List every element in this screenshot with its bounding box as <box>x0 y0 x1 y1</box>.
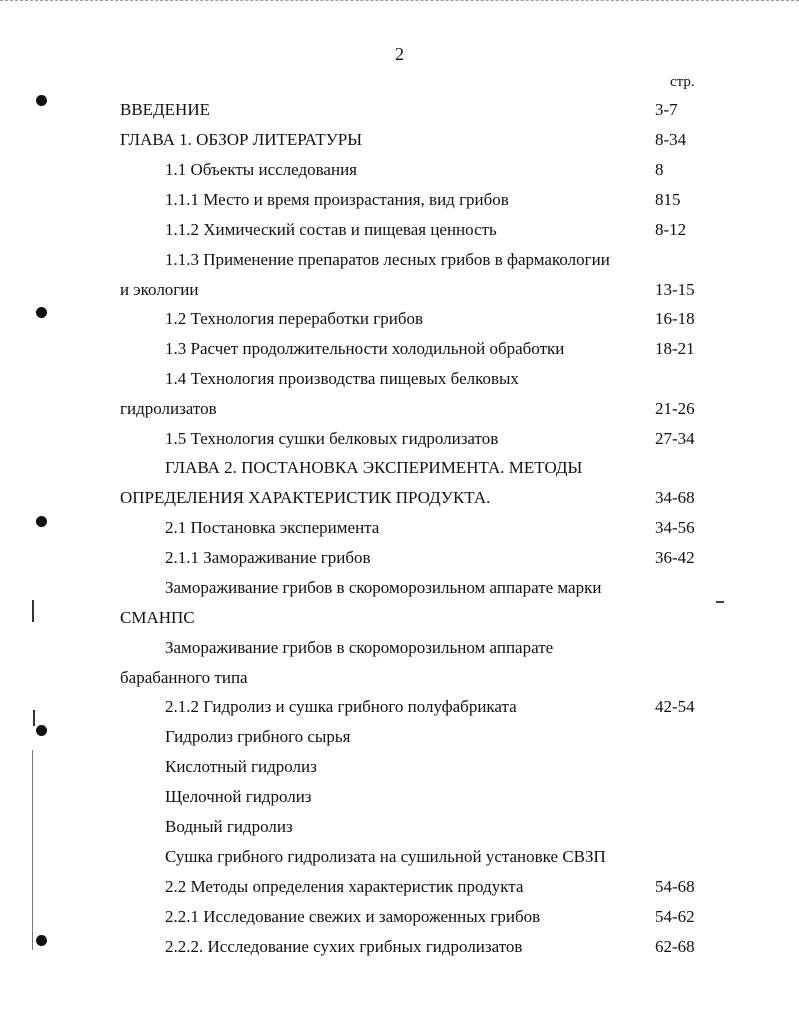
punch-hole-mark <box>36 516 47 527</box>
scan-margin-artifact <box>33 710 35 726</box>
toc-entry-pages: 8-34 <box>655 130 687 149</box>
toc-entry-pages: 3-7 <box>655 100 678 119</box>
toc-entry-text: 1.3 Расчет продолжительности холодильной обработки <box>165 339 565 358</box>
toc-entry-pages: 34-68 <box>655 488 695 507</box>
toc-entry-text: 1.4 Технология производства пищевых белковых <box>165 369 519 388</box>
toc-entry-text: Кислотный гидролиз <box>165 757 317 776</box>
toc-entry-text: гидролизатов <box>120 399 217 418</box>
toc-entry-text: 1.1 Объекты исследования <box>165 160 357 179</box>
toc-entry-pages: 8-12 <box>655 220 687 239</box>
toc-entry-pages: 62-68 <box>655 937 695 956</box>
scan-margin-artifact <box>32 600 34 622</box>
toc-entry-pages: 27-34 <box>655 429 695 448</box>
toc-entry-text: 1.2 Технология переработки грибов <box>165 309 423 328</box>
toc-entry-pages: 815 <box>655 190 681 209</box>
toc-entry-text: 1.1.1 Место и время произрастания, вид грибов <box>165 190 509 209</box>
toc-entry-text: 2.2.1 Исследование свежих и замороженных грибов <box>165 907 541 926</box>
toc-entry-text: 2.1.2 Гидролиз и сушка грибного полуфабриката <box>165 697 517 716</box>
page-number: 2 <box>395 44 404 64</box>
toc-entry-text: ГЛАВА 2. ПОСТАНОВКА ЭКСПЕРИМЕНТА. МЕТОДЫ <box>165 458 583 477</box>
toc-entry-text: 1.1.2 Химический состав и пищевая ценность <box>165 220 497 239</box>
toc-entry-text: Замораживание грибов в скороморозильном аппарате <box>165 638 554 657</box>
scan-margin-artifact <box>32 750 33 950</box>
toc-entry-text: и экологии <box>120 280 199 299</box>
toc-entry-pages: 34-56 <box>655 518 695 537</box>
punch-hole-mark <box>36 95 47 106</box>
page-column-label: стр. <box>670 74 695 90</box>
toc-entry-pages: 16-18 <box>655 309 695 328</box>
toc-entry-pages: 8 <box>655 160 664 179</box>
toc-entry-text: барабанного типа <box>120 668 248 687</box>
toc-entry-text: ГЛАВА 1. ОБЗОР ЛИТЕРАТУРЫ <box>120 130 363 149</box>
toc-entry-text: СМАНПС <box>120 608 195 627</box>
punch-hole-mark <box>36 307 47 318</box>
toc-entry-text: 2.2 Методы определения характеристик продукта <box>165 877 524 896</box>
toc-entry-text: 2.1.1 Замораживание грибов <box>165 548 371 567</box>
toc-entry-pages: 54-68 <box>655 877 695 896</box>
toc-entry-text: ВВЕДЕНИЕ <box>120 100 210 119</box>
punch-hole-mark <box>36 935 47 946</box>
toc-entry-pages: 13-15 <box>655 280 695 299</box>
toc-entry-text: 1.1.3 Применение препаратов лесных грибов в фармакологии <box>165 250 610 269</box>
toc-entry-text: Водный гидролиз <box>165 817 293 836</box>
toc-entry-pages: 21-26 <box>655 399 695 418</box>
toc-entry-text: ОПРЕДЕЛЕНИЯ ХАРАКТЕРИСТИК ПРОДУКТА. <box>120 488 491 507</box>
scan-top-edge <box>0 0 799 3</box>
toc-entry-text: Замораживание грибов в скороморозильном аппарате марки <box>165 578 602 597</box>
toc-entry-pages: 54-62 <box>655 907 695 926</box>
toc-entry-pages: 18-21 <box>655 339 695 358</box>
punch-hole-mark <box>36 725 47 736</box>
toc-entry-text: Сушка грибного гидролизата на сушильной установке СВЗП <box>165 847 606 866</box>
toc-entry-pages: 42-54 <box>655 697 695 716</box>
toc-entry-text: 2.2.2. Исследование сухих грибных гидролизатов <box>165 937 523 956</box>
scan-speck <box>716 601 724 603</box>
toc-entry-text: 1.5 Технология сушки белковых гидролизатов <box>165 429 499 448</box>
toc-entry-pages: 36-42 <box>655 548 695 567</box>
toc-entry-text: 2.1 Постановка эксперимента <box>165 518 380 537</box>
toc-entry-text: Гидролиз грибного сырья <box>165 727 351 746</box>
toc-entry-text: Щелочной гидролиз <box>165 787 312 806</box>
